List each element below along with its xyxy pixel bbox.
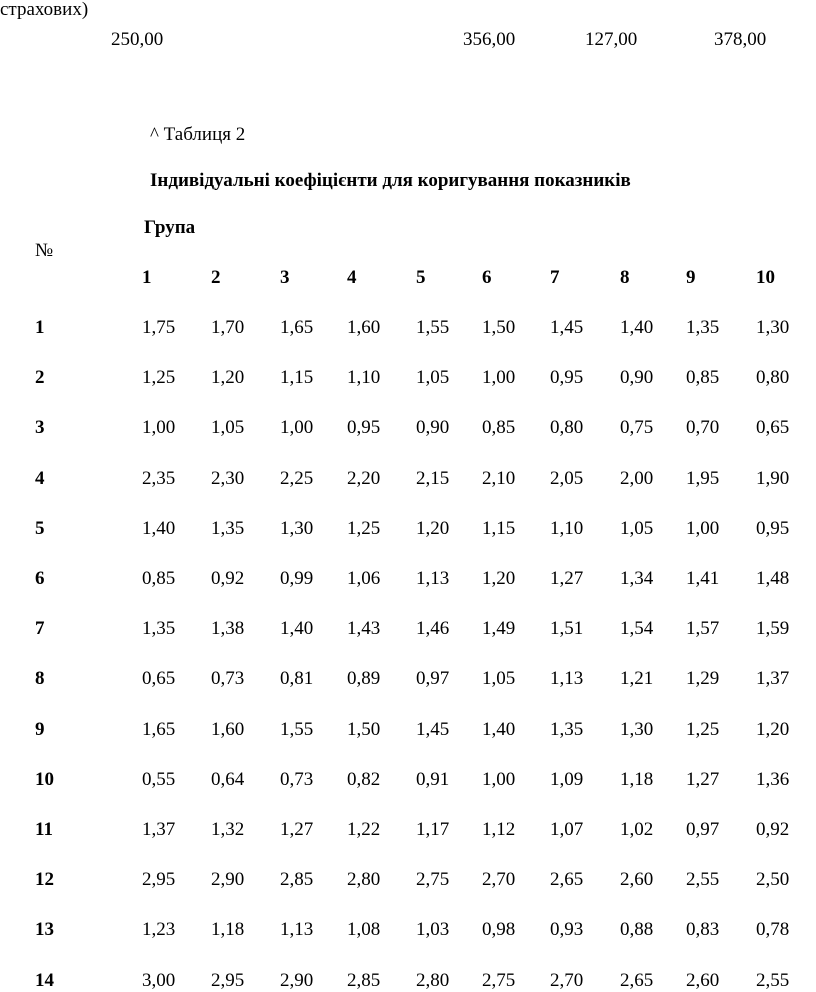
- table-cell: 1,41: [686, 568, 720, 589]
- table-cell: 1,20: [756, 719, 790, 740]
- table-cell: 1,00: [482, 769, 516, 790]
- table-cell: 1,40: [280, 618, 314, 639]
- table-cell: 2,65: [620, 970, 654, 991]
- table-cell: 1,03: [416, 919, 450, 940]
- table-caption: ^ Таблиця 2: [150, 124, 246, 145]
- row-number: 12: [35, 869, 54, 890]
- table-cell: 1,18: [620, 769, 654, 790]
- table-cell: 0,83: [686, 919, 720, 940]
- table-cell: 0,95: [347, 417, 381, 438]
- table-cell: 3,00: [142, 970, 176, 991]
- table-cell: 1,25: [686, 719, 720, 740]
- table-cell: 0,92: [211, 568, 245, 589]
- table-cell: 1,45: [416, 719, 450, 740]
- table-cell: 0,95: [550, 367, 584, 388]
- table-cell: 0,90: [416, 417, 450, 438]
- table-cell: 1,95: [686, 468, 720, 489]
- table-cell: 0,98: [482, 919, 516, 940]
- group-header: Група: [144, 217, 196, 238]
- top-label: страхових): [0, 0, 89, 20]
- table-cell: 0,80: [550, 417, 584, 438]
- table-cell: 1,35: [686, 317, 720, 338]
- table-cell: 1,05: [482, 668, 516, 689]
- table-cell: 2,70: [482, 869, 516, 890]
- table-cell: 1,59: [756, 618, 790, 639]
- table-cell: 2,00: [620, 468, 654, 489]
- table-cell: 2,90: [211, 869, 245, 890]
- table-cell: 2,25: [280, 468, 314, 489]
- row-number: 11: [35, 819, 53, 840]
- row-number: 8: [35, 668, 45, 689]
- table-cell: 1,50: [482, 317, 516, 338]
- table-cell: 1,55: [280, 719, 314, 740]
- row-number: 9: [35, 719, 45, 740]
- table-cell: 2,60: [686, 970, 720, 991]
- top-value: 378,00: [714, 29, 767, 50]
- table-cell: 0,85: [686, 367, 720, 388]
- table-cell: 1,27: [280, 819, 314, 840]
- table-cell: 1,21: [620, 668, 654, 689]
- table-cell: 1,65: [280, 317, 314, 338]
- table-title: Індивідуальні коефіцієнти для коригування показників: [150, 170, 631, 191]
- table-cell: 1,32: [211, 819, 245, 840]
- table-cell: 1,15: [280, 367, 314, 388]
- table-cell: 2,95: [211, 970, 245, 991]
- group-number: 6: [482, 267, 492, 288]
- table-cell: 1,13: [416, 568, 450, 589]
- table-cell: 1,22: [347, 819, 381, 840]
- table-cell: 1,02: [620, 819, 654, 840]
- table-cell: 1,40: [482, 719, 516, 740]
- table-cell: 0,85: [142, 568, 176, 589]
- table-cell: 2,05: [550, 468, 584, 489]
- table-cell: 1,08: [347, 919, 381, 940]
- table-cell: 0,92: [756, 819, 790, 840]
- table-cell: 0,99: [280, 568, 314, 589]
- table-cell: 1,29: [686, 668, 720, 689]
- top-value: 250,00: [111, 29, 164, 50]
- table-cell: 1,27: [686, 769, 720, 790]
- table-cell: 1,60: [347, 317, 381, 338]
- group-number: 8: [620, 267, 630, 288]
- table-cell: 1,46: [416, 618, 450, 639]
- table-cell: 1,54: [620, 618, 654, 639]
- table-cell: 1,35: [142, 618, 176, 639]
- table-cell: 1,00: [686, 518, 720, 539]
- num-header: №: [35, 240, 54, 261]
- table-cell: 0,75: [620, 417, 654, 438]
- table-cell: 1,17: [416, 819, 450, 840]
- row-number: 10: [35, 769, 54, 790]
- table-cell: 0,91: [416, 769, 450, 790]
- table-cell: 2,95: [142, 869, 176, 890]
- row-number: 14: [35, 970, 54, 991]
- table-cell: 1,43: [347, 618, 381, 639]
- table-cell: 1,00: [142, 417, 176, 438]
- table-cell: 1,65: [142, 719, 176, 740]
- group-number: 5: [416, 267, 426, 288]
- table-cell: 0,80: [756, 367, 790, 388]
- table-cell: 1,30: [280, 518, 314, 539]
- table-cell: 1,75: [142, 317, 176, 338]
- table-cell: 1,55: [416, 317, 450, 338]
- table-cell: 1,00: [482, 367, 516, 388]
- table-cell: 2,85: [280, 869, 314, 890]
- table-cell: 0,89: [347, 668, 381, 689]
- table-cell: 0,85: [482, 417, 516, 438]
- table-cell: 0,73: [280, 769, 314, 790]
- table-cell: 1,30: [620, 719, 654, 740]
- table-cell: 2,80: [347, 869, 381, 890]
- table-cell: 1,25: [142, 367, 176, 388]
- table-cell: 1,20: [482, 568, 516, 589]
- table-cell: 1,37: [142, 819, 176, 840]
- group-number: 1: [142, 267, 152, 288]
- table-cell: 2,85: [347, 970, 381, 991]
- table-cell: 2,50: [756, 869, 790, 890]
- table-cell: 0,97: [686, 819, 720, 840]
- table-cell: 1,45: [550, 317, 584, 338]
- table-cell: 1,07: [550, 819, 584, 840]
- table-cell: 0,88: [620, 919, 654, 940]
- row-number: 7: [35, 618, 45, 639]
- table-cell: 2,55: [756, 970, 790, 991]
- group-number: 9: [686, 267, 696, 288]
- table-cell: 1,12: [482, 819, 516, 840]
- table-cell: 1,18: [211, 919, 245, 940]
- table-cell: 2,30: [211, 468, 245, 489]
- table-cell: 1,10: [347, 367, 381, 388]
- table-cell: 1,35: [211, 518, 245, 539]
- row-number: 2: [35, 367, 45, 388]
- table-cell: 1,20: [211, 367, 245, 388]
- top-value: 127,00: [585, 29, 638, 50]
- row-number: 5: [35, 518, 45, 539]
- table-cell: 1,20: [416, 518, 450, 539]
- table-cell: 0,95: [756, 518, 790, 539]
- table-cell: 1,00: [280, 417, 314, 438]
- table-cell: 2,75: [482, 970, 516, 991]
- table-cell: 2,75: [416, 869, 450, 890]
- table-cell: 1,27: [550, 568, 584, 589]
- table-cell: 1,13: [280, 919, 314, 940]
- top-value: 356,00: [463, 29, 516, 50]
- row-number: 1: [35, 317, 45, 338]
- row-number: 4: [35, 468, 45, 489]
- table-cell: 0,65: [756, 417, 790, 438]
- table-cell: 1,49: [482, 618, 516, 639]
- table-cell: 0,78: [756, 919, 790, 940]
- group-number: 2: [211, 267, 221, 288]
- table-cell: 2,80: [416, 970, 450, 991]
- table-cell: 1,09: [550, 769, 584, 790]
- table-cell: 2,15: [416, 468, 450, 489]
- group-number: 7: [550, 267, 560, 288]
- table-cell: 1,57: [686, 618, 720, 639]
- table-cell: 1,06: [347, 568, 381, 589]
- table-cell: 2,65: [550, 869, 584, 890]
- table-cell: 0,73: [211, 668, 245, 689]
- table-cell: 1,05: [416, 367, 450, 388]
- table-cell: 0,65: [142, 668, 176, 689]
- table-cell: 1,38: [211, 618, 245, 639]
- table-cell: 0,93: [550, 919, 584, 940]
- table-cell: 1,70: [211, 317, 245, 338]
- table-cell: 2,35: [142, 468, 176, 489]
- table-cell: 1,37: [756, 668, 790, 689]
- table-cell: 1,23: [142, 919, 176, 940]
- table-cell: 1,36: [756, 769, 790, 790]
- table-cell: 1,35: [550, 719, 584, 740]
- table-cell: 1,51: [550, 618, 584, 639]
- table-cell: 2,55: [686, 869, 720, 890]
- table-cell: 1,30: [756, 317, 790, 338]
- table-cell: 1,50: [347, 719, 381, 740]
- table-cell: 0,90: [620, 367, 654, 388]
- table-cell: 1,05: [211, 417, 245, 438]
- table-cell: 0,81: [280, 668, 314, 689]
- table-cell: 0,64: [211, 769, 245, 790]
- group-number: 10: [756, 267, 775, 288]
- table-cell: 0,97: [416, 668, 450, 689]
- table-cell: 2,90: [280, 970, 314, 991]
- group-number: 3: [280, 267, 290, 288]
- table-cell: 2,70: [550, 970, 584, 991]
- row-number: 13: [35, 919, 54, 940]
- table-cell: 1,13: [550, 668, 584, 689]
- table-cell: 1,05: [620, 518, 654, 539]
- table-cell: 2,10: [482, 468, 516, 489]
- table-cell: 1,15: [482, 518, 516, 539]
- table-cell: 0,82: [347, 769, 381, 790]
- table-cell: 1,48: [756, 568, 790, 589]
- table-cell: 1,90: [756, 468, 790, 489]
- table-cell: 1,34: [620, 568, 654, 589]
- table-cell: 1,60: [211, 719, 245, 740]
- table-cell: 0,55: [142, 769, 176, 790]
- table-cell: 1,40: [142, 518, 176, 539]
- table-cell: 1,40: [620, 317, 654, 338]
- row-number: 6: [35, 568, 45, 589]
- table-cell: 0,70: [686, 417, 720, 438]
- group-number: 4: [347, 267, 357, 288]
- table-cell: 2,60: [620, 869, 654, 890]
- row-number: 3: [35, 417, 45, 438]
- table-cell: 1,10: [550, 518, 584, 539]
- table-cell: 2,20: [347, 468, 381, 489]
- table-cell: 1,25: [347, 518, 381, 539]
